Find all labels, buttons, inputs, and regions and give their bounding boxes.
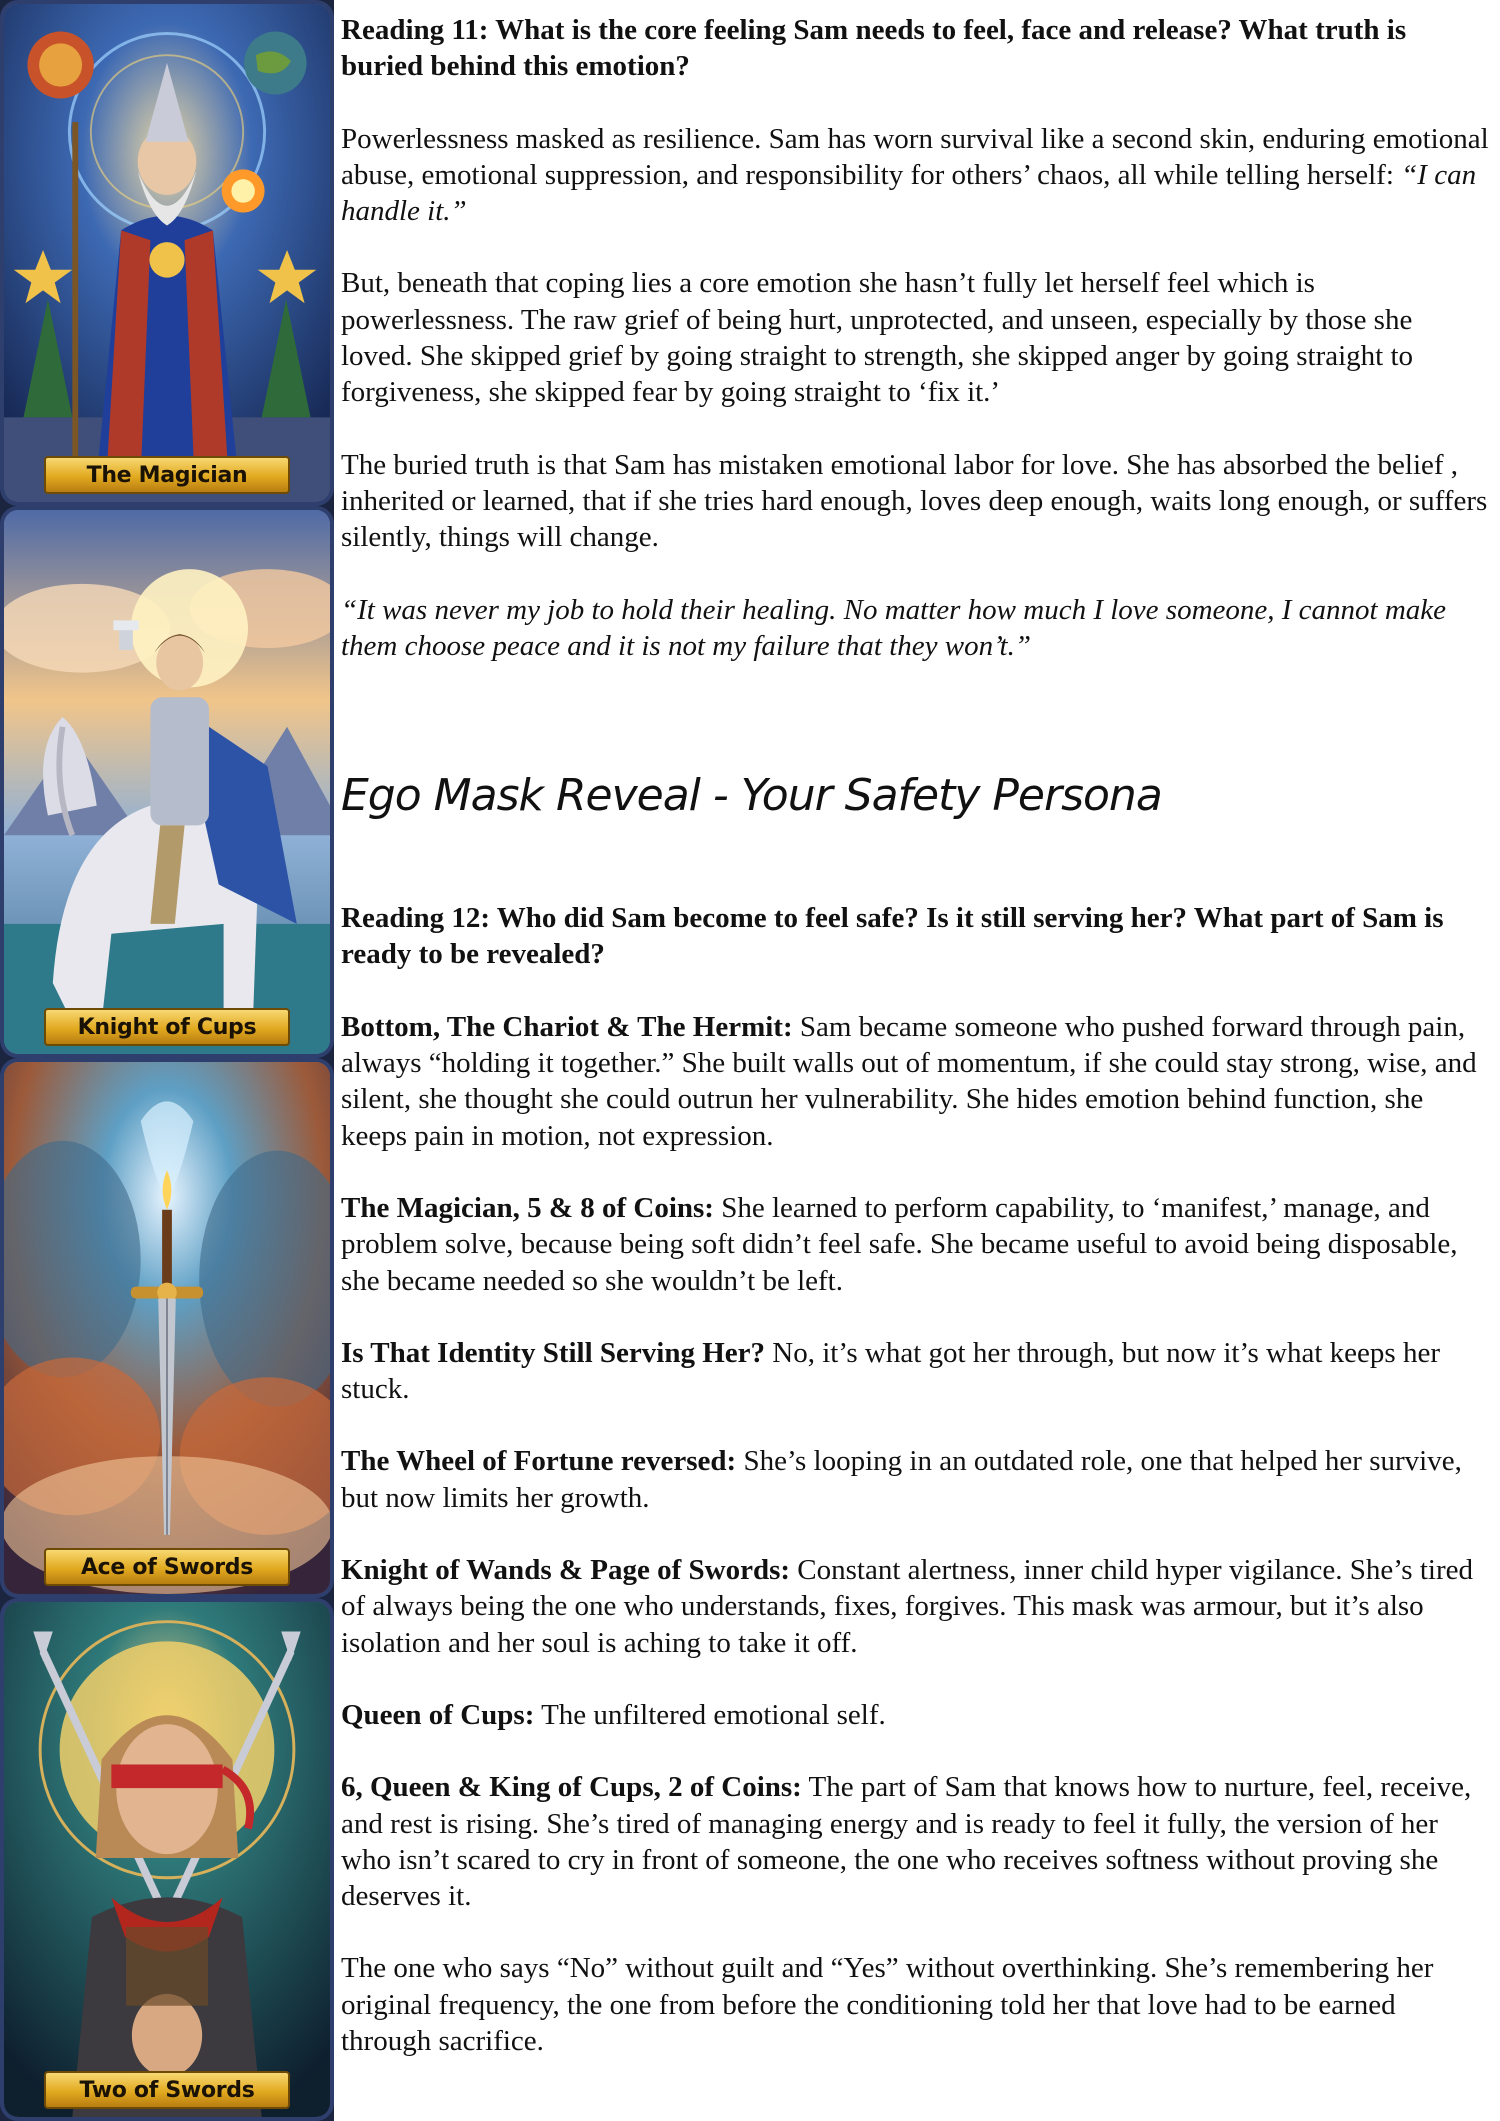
reading-12-item: [341, 1552, 1491, 1661]
reading-12-item: [341, 1443, 1491, 1516]
item-label: 6, Queen & King of Cups, 2 of Coins:: [341, 1771, 802, 1804]
item-text: She’s looping in an outdated role, one that helped her survive, but now limits her growth.: [341, 1445, 1462, 1514]
reading-12-item: [341, 1697, 1491, 1733]
item-label: The Magician, 5 & 8 of Coins:: [341, 1191, 714, 1224]
reading-11-paragraph-1: [341, 121, 1491, 230]
reading-11-inline-quote: “I can handle it.”: [341, 158, 1477, 228]
reading-12-question: Reading 12: Who did Sam become to feel safe? Is it still serving her? What part of Sam is ready to be revealed?: [341, 902, 1444, 971]
reading-text-column: [341, 0, 1491, 2059]
card-title-plaque: Ace of Swords: [44, 1548, 290, 1586]
reading-11-paragraph-2: But, beneath that coping lies a core emotion she hasn’t fully let herself feel which is powerlessness. The raw grief of being hurt, unprotected, and unseen, especially by those she loved. She skipped grief by going straight to strength, she skipped anger by going straight to forgiveness, she skipped fear by going straight to ‘fix it.’: [341, 267, 1414, 409]
reading-12-item: [341, 1009, 1491, 1154]
item-label: Is That Identity Still Serving Her?: [341, 1336, 766, 1369]
item-text: Sam became someone who pushed forward through pain, always “holding it together.” She built walls out of momentum, if she could stay strong, wise, and silent, she thought she could outrun her vulnerability. She hides emotion behind function, she keeps pain in motion, not expression.: [341, 1010, 1477, 1152]
reading-11-question: Reading 11: What is the core feeling Sam needs to feel, face and release? What truth is buried behind this emotion?: [341, 14, 1407, 83]
magician-illustration: [4, 4, 330, 502]
card-title-plaque: Two of Swords: [44, 2071, 290, 2109]
reading-11-paragraph-1-text: Powerlessness masked as resilience. Sam has worn survival like a second skin, enduring emotional abuse, emotional suppression, and responsibility for others’ chaos, all while telling herself:: [341, 122, 1489, 191]
card-ace-of-swords: [0, 1058, 334, 1598]
item-label: The Wheel of Fortune reversed:: [341, 1445, 737, 1478]
card-title-plaque: Knight of Cups: [44, 1008, 290, 1046]
reading-12-item: [341, 1769, 1491, 1914]
reading-11-affirmation-quote: “It was never my job to hold their healing. No matter how much I love someone, I cannot make them choose peace and it is not my failure that they won’t.”: [341, 593, 1447, 662]
card-knight-of-cups: [0, 506, 334, 1058]
two-of-swords-illustration: [4, 1602, 330, 2117]
item-text: The unfiltered emotional self.: [534, 1698, 886, 1731]
card-title-plaque: The Magician: [44, 456, 290, 494]
knight-of-cups-illustration: [4, 510, 330, 1054]
item-label: Queen of Cups:: [341, 1698, 535, 1731]
card-two-of-swords: [0, 1598, 334, 2121]
section-heading: Ego Mask Reveal - Your Safety Persona: [341, 770, 1162, 822]
reading-12-item: [341, 1335, 1491, 1408]
reading-12-item: [341, 1190, 1491, 1299]
item-text: Constant alertness, inner child hyper vigilance. She’s tired of always being the one who understands, fixes, forgives. This mask was armour, but it’s also isolation and her soul is aching to take it off.: [341, 1554, 1473, 1659]
item-text: No, it’s what got her through, but now it’s what keeps her stuck.: [341, 1336, 1440, 1406]
reading-11-paragraph-3: The buried truth is that Sam has mistaken emotional labor for love. She has absorbed the belief , inherited or learned, that if she tries hard enough, loves deep enough, waits long enough, or suffers silently, things will change.: [341, 448, 1488, 554]
reading-12-closing: The one who says “No” without guilt and “Yes” without overthinking. She’s remembering her original frequency, the one from before the conditioning told her that love had to be earned through sacrifice.: [341, 1952, 1434, 2057]
item-label: Knight of Wands & Page of Swords:: [341, 1554, 791, 1587]
ace-of-swords-illustration: [4, 1062, 330, 1594]
item-text: She learned to perform capability, to ‘manifest,’ manage, and problem solve, because being soft didn’t feel safe. She became useful to avoid being disposable, she became needed so she wouldn’t be left.: [341, 1191, 1458, 1297]
item-text: The part of Sam that knows how to nurture, feel, receive, and rest is rising. She’s tired of managing energy and is ready to feel it fully, the version of her who isn’t scared to cry in front of someone, the one who receives softness without proving she deserves it.: [341, 1771, 1472, 1913]
tarot-card-column: [0, 0, 334, 2121]
item-label: Bottom, The Chariot & The Hermit:: [341, 1010, 793, 1043]
card-the-magician: [0, 0, 334, 506]
